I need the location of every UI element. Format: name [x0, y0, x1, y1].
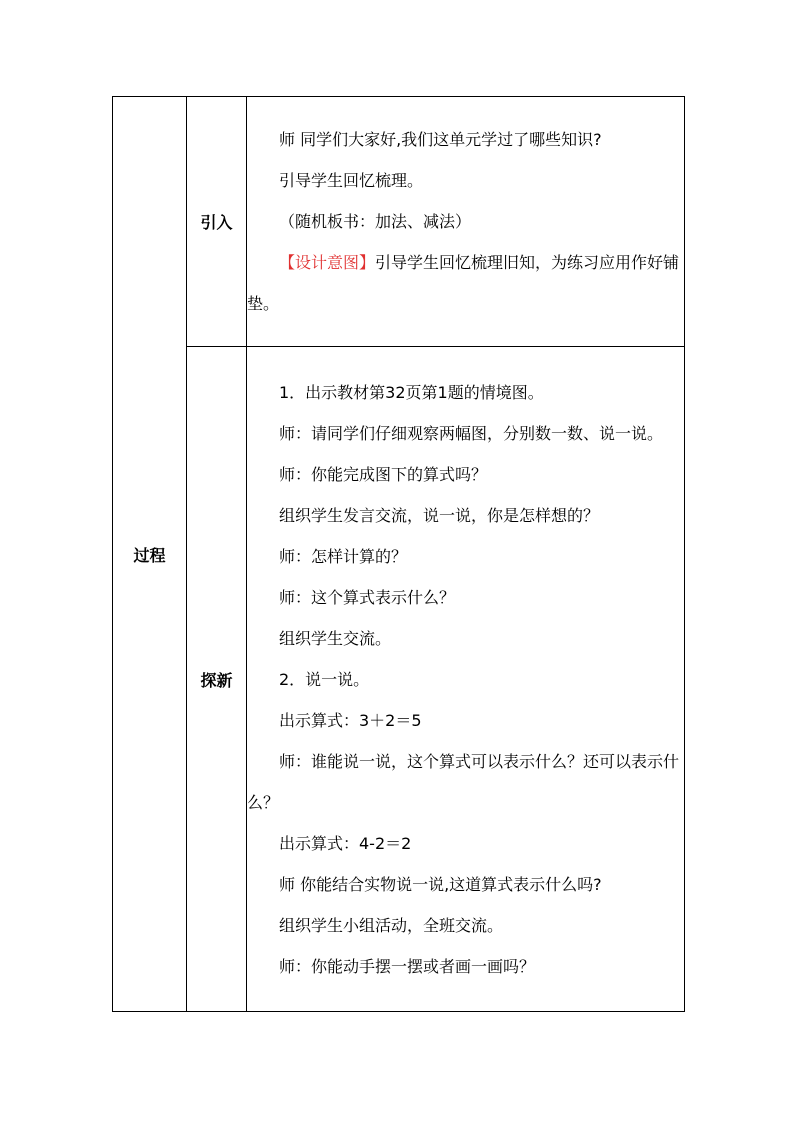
- explore-paragraph: 组织学生小组活动，全班交流。: [279, 915, 504, 935]
- explore-paragraph: 组织学生发言交流，说一说，你是怎样想的？: [279, 505, 600, 525]
- explore-paragraph: 师：请同学们仔细观察两幅图，分别数一数、说一说。: [279, 423, 664, 443]
- design-intent-tag: 【设计意图】: [279, 253, 376, 272]
- intro-section-cell: [187, 97, 247, 347]
- explore-section-cell: [187, 347, 247, 1012]
- explore-paragraph: 师：怎样计算的？: [279, 546, 408, 566]
- explore-paragraph: 师：你能完成图下的算式吗？: [279, 464, 488, 484]
- explore-paragraph: 师：你能动手摆一摆或者画一画吗？: [279, 956, 536, 976]
- explore-paragraph: 师 你能结合实物说一说,这道算式表示什么吗?: [279, 874, 602, 894]
- stage-label: 过程: [133, 545, 166, 565]
- design-intent-text: 引导学生回忆梳理旧知，为练习应用作好铺垫。: [247, 253, 680, 313]
- intro-paragraph: 引导学生回忆梳理。: [279, 171, 424, 190]
- design-intent-paragraph: [247, 242, 684, 324]
- stage-cell: [113, 97, 187, 1012]
- intro-paragraph: （随机板书：加法、减法）: [279, 212, 472, 231]
- explore-paragraph: 出示算式：4-2＝2: [279, 833, 412, 853]
- intro-content-cell: [247, 97, 685, 347]
- explore-paragraph: 师：谁能说一说，这个算式可以表示什么？还可以表示什么？: [247, 751, 680, 812]
- lesson-plan-table: [112, 96, 685, 1012]
- explore-paragraph: 2．说一说。: [279, 669, 370, 689]
- explore-paragraph: 师：这个算式表示什么？: [279, 587, 456, 607]
- explore-paragraph: 组织学生交流。: [279, 628, 392, 648]
- explore-paragraph: 出示算式：3＋2＝5: [279, 710, 422, 730]
- explore-label: 探新: [200, 670, 233, 690]
- intro-paragraph: 师 同学们大家好,我们这单元学过了哪些知识?: [279, 130, 602, 149]
- intro-label: 引入: [200, 213, 233, 232]
- intro-row: [113, 97, 685, 347]
- explore-paragraph: 1．出示教材第32页第1题的情境图。: [279, 382, 544, 402]
- explore-row: [113, 347, 685, 1012]
- explore-content-cell: [247, 347, 685, 1012]
